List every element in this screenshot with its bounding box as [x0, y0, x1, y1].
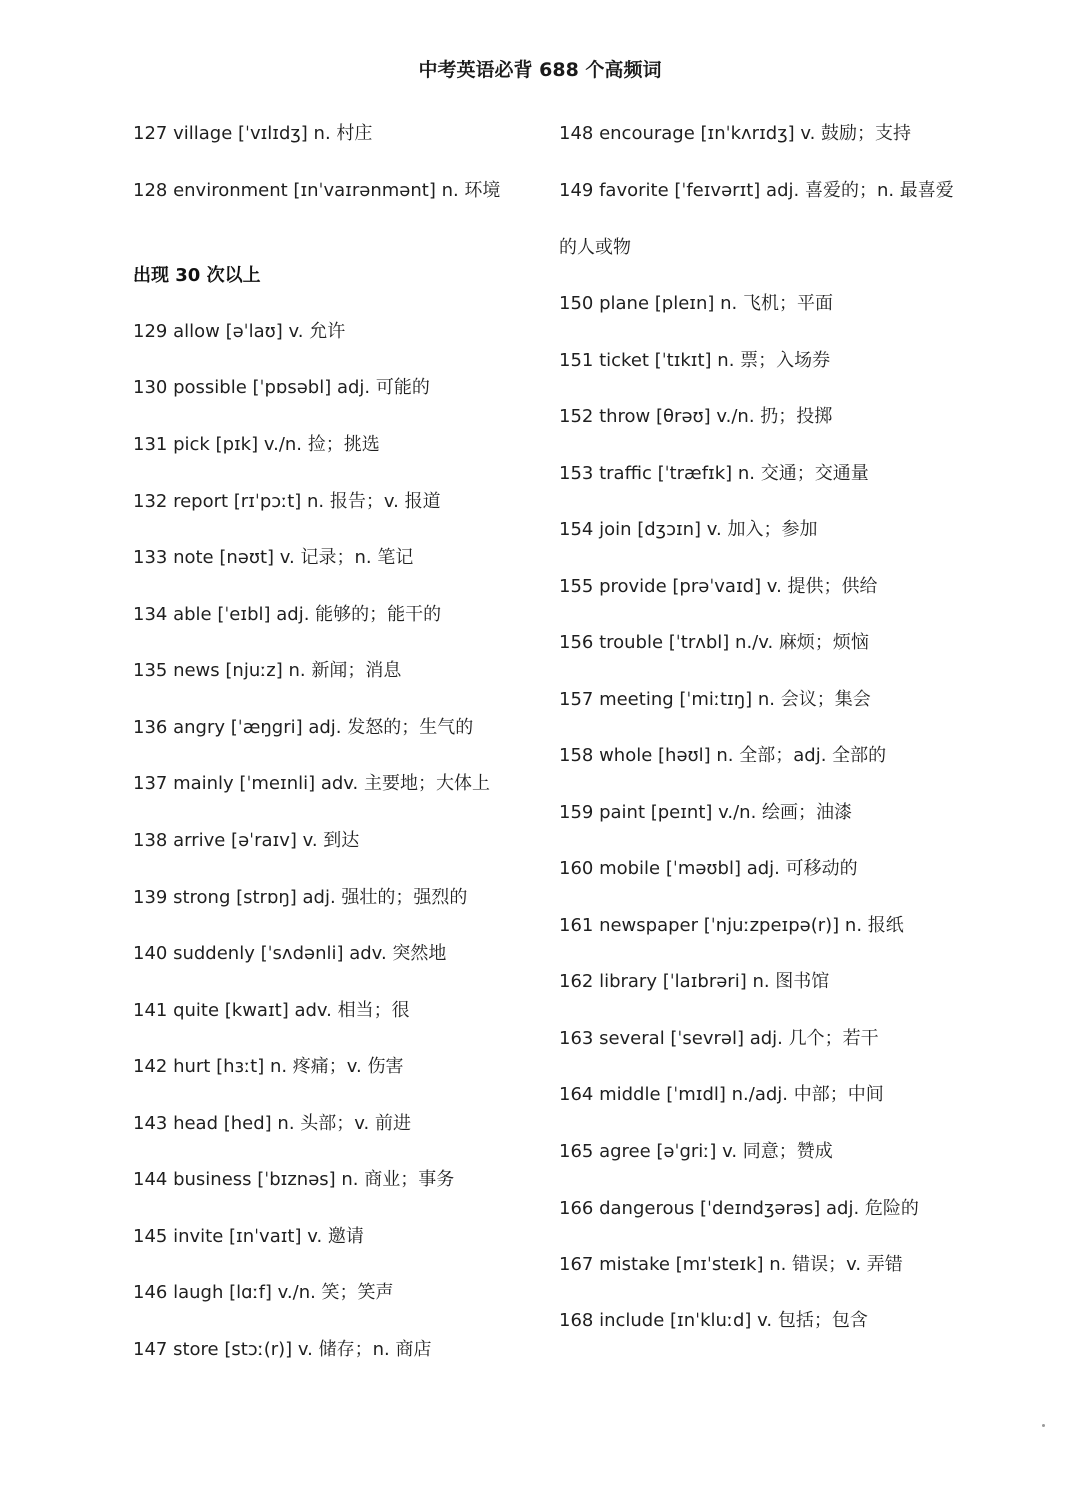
word-entry: 147 store [stɔː(r)] v. 储存；n. 商店 — [133, 1339, 432, 1360]
word-entry: 164 middle [ˈmɪdl] n./adj. 中部；中间 — [559, 1084, 884, 1105]
word-entry: 154 join [dʒɔɪn] v. 加入；参加 — [559, 519, 818, 540]
word-entry: 155 provide [prəˈvaɪd] v. 提供；供给 — [559, 576, 878, 597]
word-entry: 168 include [ɪnˈkluːd] v. 包括；包含 — [559, 1310, 868, 1331]
word-entry: 157 meeting [ˈmiːtɪŋ] n. 会议；集会 — [559, 689, 871, 710]
word-entry: 138 arrive [əˈraɪv] v. 到达 — [133, 830, 360, 851]
word-entry: 162 library [ˈlaɪbrəri] n. 图书馆 — [559, 971, 830, 992]
word-entry: 128 environment [ɪnˈvaɪrənmənt] n. 环境 — [133, 180, 501, 201]
section-heading: 出现 30 次以上 — [133, 265, 261, 286]
word-entry: 127 village [ˈvɪlɪdʒ] n. 村庄 — [133, 123, 373, 144]
word-entry: 158 whole [həʊl] n. 全部；adj. 全部的 — [559, 745, 887, 766]
word-entry: 163 several [ˈsevrəl] adj. 几个；若干 — [559, 1028, 879, 1049]
word-entry: 139 strong [strɒŋ] adj. 强壮的；强烈的 — [133, 887, 468, 908]
word-entry: 144 business [ˈbɪznəs] n. 商业；事务 — [133, 1169, 455, 1190]
word-entry: 132 report [rɪˈpɔːt] n. 报告；v. 报道 — [133, 491, 441, 512]
word-entry: 152 throw [θrəʊ] v./n. 扔；投掷 — [559, 406, 833, 427]
word-entry: 137 mainly [ˈmeɪnli] adv. 主要地；大体上 — [133, 773, 491, 794]
word-entry: 160 mobile [ˈməʊbl] adj. 可移动的 — [559, 858, 858, 879]
word-entry: 148 encourage [ɪnˈkʌrɪdʒ] v. 鼓励；支持 — [559, 123, 912, 144]
word-entry: 161 newspaper [ˈnjuːzpeɪpə(r)] n. 报纸 — [559, 915, 904, 936]
word-entry: 136 angry [ˈæŋgri] adj. 发怒的；生气的 — [133, 717, 474, 738]
word-entry-continuation: 的人或物 — [559, 237, 631, 258]
word-entry: 150 plane [pleɪn] n. 飞机；平面 — [559, 293, 833, 314]
word-entry: 167 mistake [mɪˈsteɪk] n. 错误；v. 弄错 — [559, 1254, 903, 1275]
word-entry: 156 trouble [ˈtrʌbl] n./v. 麻烦；烦恼 — [559, 632, 869, 653]
word-entry: 130 possible [ˈpɒsəbl] adj. 可能的 — [133, 377, 430, 398]
word-entry: 133 note [nəʊt] v. 记录；n. 笔记 — [133, 547, 414, 568]
word-entry: 166 dangerous [ˈdeɪndʒərəs] adj. 危险的 — [559, 1198, 919, 1219]
word-entry: 145 invite [ɪnˈvaɪt] v. 邀请 — [133, 1226, 364, 1247]
word-entry: 134 able [ˈeɪbl] adj. 能够的；能干的 — [133, 604, 442, 625]
word-entry: 146 laugh [lɑːf] v./n. 笑；笑声 — [133, 1282, 394, 1303]
word-entry: 153 traffic [ˈtræfɪk] n. 交通；交通量 — [559, 463, 869, 484]
word-entry: 151 ticket [ˈtɪkɪt] n. 票；入场券 — [559, 350, 831, 371]
word-entry: 135 news [njuːz] n. 新闻；消息 — [133, 660, 402, 681]
word-entry: 149 favorite [ˈfeɪvərɪt] adj. 喜爱的；n. 最喜爱 — [559, 180, 954, 201]
word-entry: 131 pick [pɪk] v./n. 捡；挑选 — [133, 434, 380, 455]
scan-speck — [1042, 1424, 1045, 1427]
word-entry: 143 head [hed] n. 头部；v. 前进 — [133, 1113, 411, 1134]
word-entry: 159 paint [peɪnt] v./n. 绘画；油漆 — [559, 802, 853, 823]
page-title: 中考英语必背 688 个高频词 — [418, 59, 662, 81]
word-entry: 140 suddenly [ˈsʌdənli] adv. 突然地 — [133, 943, 447, 964]
word-entry: 141 quite [kwaɪt] adv. 相当；很 — [133, 1000, 410, 1021]
word-entry: 165 agree [əˈgriː] v. 同意；赞成 — [559, 1141, 833, 1162]
word-entry: 129 allow [əˈlaʊ] v. 允许 — [133, 321, 346, 342]
word-entry: 142 hurt [hɜːt] n. 疼痛；v. 伤害 — [133, 1056, 404, 1077]
